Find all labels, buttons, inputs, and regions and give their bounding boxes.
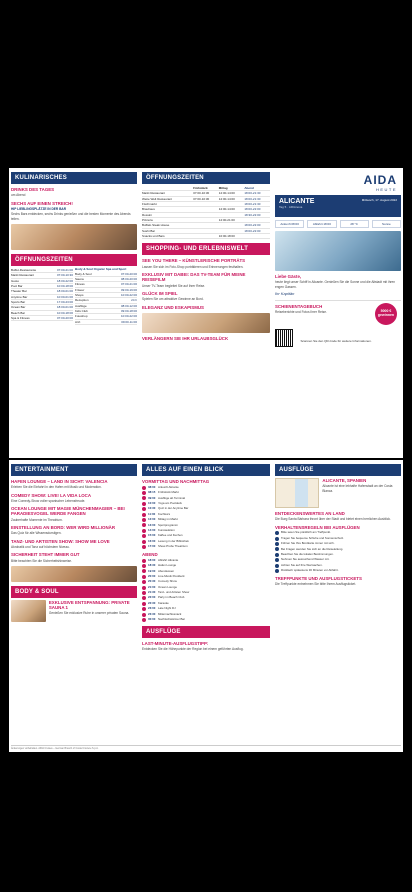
schedule-event: Nachtschwärmer Bar <box>158 617 185 622</box>
rule-item <box>275 542 401 546</box>
hours-time: 24 h <box>131 298 137 303</box>
schedule-time: 23:30 <box>148 611 156 616</box>
destination-date: Mittwoch, 17. August 2022 <box>361 198 397 202</box>
daytime-list <box>142 486 270 549</box>
bar-photo <box>11 224 137 250</box>
diary-block <box>275 300 401 326</box>
hours-label: Fitness <box>75 282 85 287</box>
table-cell: Weite Welt Restaurant <box>142 196 172 201</box>
schedule-event: Live-Musik Pooldeck <box>158 573 185 578</box>
hours-time: 07:00-20:00 <box>120 271 137 276</box>
rule-item <box>275 558 401 562</box>
rule-icon <box>275 569 279 573</box>
table-cell: 18:00-21:30 <box>244 202 261 207</box>
schedule-event: Karaoke <box>158 600 169 605</box>
hours-label: Body & Soul <box>75 271 92 276</box>
opening-hours-grid <box>11 268 137 325</box>
dest-title: ALICANTE, SPANIEN <box>322 478 367 483</box>
event-dot-icon <box>142 596 146 600</box>
schedule-event: Comedy Show <box>158 579 177 584</box>
meeting-title: TREFFPUNKTE UND AUSFLUGSTICKETS <box>275 576 362 581</box>
ausfluge-tip-header: AUSFLÜGE <box>142 626 270 638</box>
table-cell: Fischmarkt <box>142 202 157 207</box>
rule-text: Nehmen Sie ausreichend Wasser mit. <box>281 557 330 562</box>
hours-time: 18:00-01:00 <box>56 289 73 294</box>
rule-item <box>275 553 401 557</box>
table-cell: Sushi Bar <box>142 228 156 233</box>
schedule-column <box>142 460 270 752</box>
event-dot-icon <box>142 513 146 517</box>
sauna-photo <box>11 600 46 622</box>
event-dot-icon <box>142 602 146 606</box>
entertainment-list <box>11 479 137 563</box>
schedule-item <box>142 534 270 538</box>
event-dot-icon <box>142 575 146 579</box>
destination-block <box>275 478 401 508</box>
rule-text: Beachten Sie die lokalen Bestimmungen. <box>281 551 334 556</box>
schedule-item <box>142 540 270 544</box>
schedule-time: 17:00 <box>148 544 156 549</box>
schedule-item <box>142 496 270 500</box>
schedule-time: 20:30 <box>148 579 156 584</box>
table-cell: 10:00-18:00 <box>218 234 235 239</box>
schedule-time: 19:00 <box>148 568 156 573</box>
kulinarisches-header: KULINARISCHES <box>11 172 137 184</box>
spa-title: Body & Soul Organic Spa und Sport <box>75 266 127 271</box>
schedule-time: 22:30 <box>148 600 156 605</box>
sauna-block <box>11 600 137 622</box>
rule-icon <box>275 531 279 535</box>
rule-icon <box>275 537 279 541</box>
spa-rows <box>75 272 137 325</box>
schedule-event: Kaffee und Kuchen <box>158 533 183 538</box>
schedule-event: Late Night DJ <box>158 606 176 611</box>
event-dot-icon <box>142 591 146 595</box>
schedule-item <box>142 596 270 600</box>
table-cell <box>193 202 219 206</box>
schedule-event: Show-Probe Theatrium <box>158 544 188 549</box>
qr-code-icon[interactable] <box>275 329 293 347</box>
table-cell: 12:00-14:00 <box>218 196 235 201</box>
body-soul-header: BODY & SOUL <box>11 586 137 598</box>
schedule-item <box>142 586 270 590</box>
rule-text: Tragen Sie bequeme Schuhe und Sonnenschutz. <box>281 535 345 540</box>
schedule-event: Ausflüge ab Terminal <box>158 495 185 500</box>
hours-time: 18:00-01:00 <box>56 305 73 310</box>
sauna-text: Genießen Sie exklusive Ruhe in unserer privaten Sauna. <box>48 611 130 616</box>
hours-time: 07:00-10:30 <box>56 273 73 278</box>
table-cell: Brauhaus <box>142 207 155 212</box>
table-cell <box>193 229 219 233</box>
hours-label: Gusto <box>11 278 20 283</box>
schedule-item <box>142 618 270 622</box>
departure-info: Abfahrt 18:00 <box>307 220 336 228</box>
hours-label: Ausflüge <box>75 303 87 308</box>
schedule-item <box>142 559 270 563</box>
hours-label: Fotoshop <box>75 314 88 319</box>
schedule-event: Quiz in der Anytime Bar <box>158 506 189 511</box>
schedule-event: Ocean Lounge <box>158 584 177 589</box>
table-cell <box>219 202 245 206</box>
shop-title-1: SEE YOU THERE – KÜNSTLERISCHE PORTRÄTS <box>142 258 246 264</box>
hours-time: 10:00-18:00 <box>56 283 73 288</box>
schedule-item <box>142 545 270 549</box>
event-dot-icon <box>142 545 146 549</box>
schedule-time: 21:30 <box>148 590 156 595</box>
event-dot-icon <box>142 618 146 622</box>
logo-subtitle: HEUTE <box>375 187 397 192</box>
explore-text: Die Burg Santa Bárbara thront über der Stadt und bietet einen herrlichen Ausblick. <box>275 517 391 522</box>
hours-label: Friseur <box>75 287 85 292</box>
event-text: Zauberhafte Momente im Theatrium. <box>11 517 63 522</box>
opening-hours-header-2: ÖFFNUNGSZEITEN <box>142 172 270 184</box>
rule-icon <box>275 542 279 546</box>
schedule-event: Ankunft Alicante <box>158 484 179 489</box>
destination-banner <box>275 195 401 217</box>
schedule-time: 20:00 <box>148 573 156 578</box>
destination-map <box>275 478 319 508</box>
destination-title: ALICANTE <box>279 198 315 205</box>
table-cell <box>219 213 245 217</box>
table-cell <box>244 234 270 238</box>
schedule-header: ALLES AUF EINEN BLICK <box>142 464 270 476</box>
schedule-time: 16:00 <box>148 538 156 543</box>
schedule-event: Lesung in der Bibliothek <box>158 538 189 543</box>
page-top <box>9 168 403 458</box>
schedule-time: 23:00 <box>148 606 156 611</box>
rule-item <box>275 569 401 573</box>
schedule-event: Hafen Lounge <box>158 563 177 568</box>
shop-title-4: ELEGANZ UND ESKAPISMUS <box>142 304 204 310</box>
schedule-time: 18:30 <box>148 563 156 568</box>
schedule-time: 10:30 <box>148 506 156 511</box>
schedule-item <box>142 602 270 606</box>
temperature-info: 28 °C <box>340 220 369 228</box>
hours-time: 10:00-01:00 <box>56 294 73 299</box>
table-cell <box>244 218 270 222</box>
schedule-event: Mittag im Markt <box>158 517 178 522</box>
table-cell: 07:00-10:30 <box>193 191 210 196</box>
rule-text: Rückkehr spätestens 30 Minuten vor Abfahrt. <box>281 568 339 573</box>
schedule-event: Kochkurs <box>158 511 171 516</box>
hours-label: Shops <box>75 293 84 298</box>
page-bottom <box>9 460 403 752</box>
event-text: Das Quiz für alle Wissensdurstigen. <box>11 531 62 536</box>
event-text: Eine Comedy-Show voller spanischer Lebensfreude. <box>11 498 86 503</box>
rule-icon <box>275 547 279 551</box>
hours-time: 09:00-19:00 <box>120 287 137 292</box>
schedule-time: 18:00 <box>148 557 156 562</box>
rules-title: VERHALTENSREGELN BEI AUSFLÜGEN <box>275 524 360 530</box>
hours-label: Arzt <box>75 319 81 324</box>
table-cell: 18:00-22:00 <box>244 228 261 233</box>
event-dot-icon <box>142 523 146 527</box>
hours-time: 07:00-21:00 <box>120 282 137 287</box>
right-column <box>275 168 401 458</box>
table-row <box>142 234 270 239</box>
schedule-event: Party im Beach Club <box>158 595 185 600</box>
shop-title-3: GLÜCK IM SPIEL <box>142 290 178 296</box>
event-dot-icon <box>142 486 146 490</box>
event-dot-icon <box>142 507 146 511</box>
meeting-text: Die Treffpunkte entnehmen Sie bitte Ihrem Ausflugsticket. <box>275 582 357 587</box>
middle-column <box>142 168 270 458</box>
event-dot-icon <box>142 586 146 590</box>
drinks-title: DRINKS DES TAGES <box>11 187 55 192</box>
captain-photo <box>275 231 401 271</box>
event-dot-icon <box>142 534 146 538</box>
explore-title: ENTDECKENSWERTES AN LAND <box>275 511 345 516</box>
hours-row <box>11 316 73 321</box>
shop-text-1: Lassen Sie sich im Foto-Shop porträtieren und Erinnerungen festhalten. <box>142 264 244 269</box>
shop-title-5: VERLÄNGERN SIE IHR URLAUBSGLÜCK <box>142 335 229 341</box>
schedule-event: Mitternachtssnack <box>158 611 182 616</box>
event-title: TANZ- UND ARTISTEN SHOW: SHOW ME LOVE <box>11 538 110 544</box>
schedule-event: Tanz- und Artisten Show <box>158 590 190 595</box>
schedule-item <box>142 607 270 611</box>
hours-time: 07:00-21:00 <box>56 267 73 272</box>
dest-text: Alicante ist eine lebhafte Hafenstadt an der Costa Blanca. <box>322 484 393 493</box>
table-cell: Mittag <box>218 186 228 190</box>
table-cell <box>193 218 219 222</box>
ausfluge-header: AUSFLÜGE <box>275 464 401 476</box>
rule-text: Bitte seien Sie pünktlich am Treffpunkt. <box>281 530 331 535</box>
table-cell: 18:00-21:30 <box>244 196 261 201</box>
table-cell: Snacks und Bars <box>142 234 165 239</box>
rule-item <box>275 564 401 568</box>
schedule-item <box>142 580 270 584</box>
table-cell: 18:30-22:00 <box>244 212 261 217</box>
hours-label: Kids Club <box>75 309 88 314</box>
schedule-event: Sportprogramm <box>158 522 179 527</box>
diary-title: SCHIENENTAGEBUCH <box>275 303 323 309</box>
hours-label: Anytime Bar <box>11 294 28 299</box>
schedule-time: 08:15 <box>148 490 156 495</box>
shopping-header: SHOPPING- UND ERLEBNISWELT <box>142 243 270 255</box>
captain-signature: Ihr Kapitän <box>275 290 295 296</box>
table-cell: 07:00-10:30 <box>193 196 210 201</box>
hours-time: 08:00-20:00 <box>120 277 137 282</box>
hours-time: 09:00-11:00 <box>121 319 137 324</box>
kulinarisches-column <box>11 168 137 458</box>
entertainment-column <box>11 460 137 752</box>
rule-text: Achten Sie auf Ihre Wertsachen. <box>281 562 323 567</box>
table-cell: Markt Restaurant <box>142 191 166 196</box>
rule-item <box>275 531 401 535</box>
hours-label: Rezeption <box>75 298 89 303</box>
event-title: COMEDY SHOW: LIVE! LA VIDA LOCA <box>11 492 92 498</box>
sauna-title: EXKLUSIVE ENTSPANNUNG: PRIVATE SAUNA 1 <box>48 599 130 611</box>
schedule-item <box>142 613 270 617</box>
table-cell: 18:00-21:30 <box>244 191 261 196</box>
table-cell: 12:00-14:00 <box>218 207 235 212</box>
schedule-item <box>142 507 270 511</box>
event-text: Akrobatik und Tanz auf höchstem Niveau. <box>11 544 70 549</box>
bars-subtitle: HIP LIEBLINGSPLÄTZE IN DER BAR <box>11 206 67 211</box>
rule-item <box>275 537 401 541</box>
shop-text-2: Unser TV-Team begleitet Sie auf Ihrer Reise. <box>142 283 206 288</box>
table-cell <box>193 213 219 217</box>
hours-label: Sports Bar <box>11 299 26 304</box>
diary-text: Reiseberichte und Fotos Ihrer Reise. <box>275 310 327 315</box>
event-dot-icon <box>142 502 146 506</box>
table-cell: 12:00-21:00 <box>218 218 235 223</box>
shop-photo <box>142 313 270 333</box>
schedule-item <box>142 591 270 595</box>
rule-icon <box>275 553 279 557</box>
schedule-item <box>142 523 270 527</box>
schedule-item <box>142 486 270 490</box>
event-title: OCEAN LOUNGE MIT MAGIE MÜNCHENMAGIER – BEI PARADIESVOGEL WERDE FANGEN <box>11 506 125 517</box>
schedule-time: 12:00 <box>148 517 156 522</box>
hours-time: 08:00-12:00 <box>120 303 137 308</box>
greeting: Liebe Gäste, <box>275 274 302 279</box>
schedule-time: 00:00 <box>148 617 156 622</box>
schedule-item <box>142 518 270 522</box>
rule-icon <box>275 564 279 568</box>
schedule-item <box>142 529 270 533</box>
schedule-event: Frühstück Markt <box>158 490 179 495</box>
table-cell: Abend <box>244 186 254 190</box>
evening-title: ABEND <box>142 551 158 557</box>
prize-badge: 5000 € gewinnen <box>375 303 397 325</box>
event-dot-icon <box>142 491 146 495</box>
schedule-event: Kunstauktion <box>158 527 175 532</box>
schedule-event: Abfahrt Alicante <box>158 557 179 562</box>
arrival-info: Ankunft 08:00 <box>275 220 304 228</box>
hours-label: Sauna <box>75 277 84 282</box>
qr-text: Scannen Sie den QR-Code für weitere Informationen. <box>300 338 372 343</box>
table-cell <box>193 234 219 238</box>
table-cell: Rossini <box>142 212 152 217</box>
hours-time: 18:00-22:00 <box>56 278 73 283</box>
greeting-text: heute liegt unser Schiff in Alicante. Genießen Sie die Sonne und die Altstadt mit ihren engen Gassen. <box>275 280 396 289</box>
opening-hours-header: ÖFFNUNGSZEITEN <box>11 254 137 266</box>
schedule-time: 21:00 <box>148 584 156 589</box>
hours-time: 10:00-22:00 <box>120 293 137 298</box>
event-dot-icon <box>142 569 146 573</box>
table-cell: Buffalo Steak House <box>142 223 170 228</box>
hours-label: Buffet-Restaurante <box>11 267 37 272</box>
schedule-time: 11:00 <box>148 511 156 516</box>
destination-subtitle: Tag 5 · AIDAnova <box>279 205 303 209</box>
restaurant-table <box>142 186 270 239</box>
event-dot-icon <box>142 580 146 584</box>
hours-time: 10:00-18:00 <box>56 310 73 315</box>
event-title: EINSTELLUNG AN BORD: WER WIRD MILLIONÄR <box>11 525 115 531</box>
schedule-event: Yoga am Pooldeck <box>158 500 182 505</box>
weather-strip <box>275 220 401 228</box>
tip-title: LAST-MINUTE-AUSFLUGSTIPP: <box>142 640 209 646</box>
hours-row <box>75 320 137 325</box>
rule-item <box>275 547 401 551</box>
table-cell <box>193 207 219 211</box>
event-text: Bitte beachten Sie die Sicherheitshinweise. <box>11 558 72 563</box>
event-title: SICHERHEIT STEHT IMMER GUT <box>11 552 80 558</box>
event-title: HAFEN LOUNGE – LAND IN SICHT: VALENCIA <box>11 479 108 484</box>
table-cell: 18:00-22:00 <box>244 207 261 212</box>
schedule-time: 14:00 <box>148 527 156 532</box>
logo-text: AIDA <box>363 173 397 187</box>
evening-list <box>142 559 270 622</box>
hours-time: 10:00-22:00 <box>120 314 137 319</box>
schedule-item <box>142 575 270 579</box>
schedule-time: 09:00 <box>148 495 156 500</box>
hours-time: 07:00-20:00 <box>56 315 73 320</box>
event-dot-icon <box>142 518 146 522</box>
table-cell <box>219 229 245 233</box>
event-dot-icon <box>142 613 146 617</box>
hours-time: 17:00-23:00 <box>56 299 73 304</box>
opening-hours-right <box>75 268 137 325</box>
schedule-item <box>142 569 270 573</box>
ausfluge-column <box>275 460 401 752</box>
schedule-time: 08:00 <box>148 484 156 489</box>
opening-hours-left <box>11 268 73 325</box>
bars-title: SECHS AUF EINEN STREICH! <box>11 200 73 206</box>
daytime-title: VORMITTAG UND NACHMITTAG <box>142 479 210 484</box>
schedule-time: 13:00 <box>148 522 156 527</box>
drinks-text: um Abend <box>11 193 26 198</box>
hours-label: Theater Bar <box>11 289 27 294</box>
rule-icon <box>275 558 279 562</box>
event-dot-icon <box>142 564 146 568</box>
schedule-item <box>142 513 270 517</box>
schedule-time: 22:00 <box>148 595 156 600</box>
table-cell: Pizzeria <box>142 218 153 223</box>
qr-block[interactable] <box>275 329 401 347</box>
schedule-event: Abendessen <box>158 568 175 573</box>
rule-text: Bei Fragen wenden Sie sich an die Reiseleitung. <box>281 546 344 551</box>
table-cell <box>193 223 219 227</box>
schedule-item <box>142 491 270 495</box>
event-dot-icon <box>142 607 146 611</box>
entertainment-header: ENTERTAINMENT <box>11 464 137 476</box>
sun-info: Sonne <box>372 220 401 228</box>
event-dot-icon <box>142 559 146 563</box>
table-cell <box>219 223 245 227</box>
tip-text: Entdecken Sie die Höhepunkte der Region bei einem geführten Ausflug. <box>142 647 244 652</box>
event-dot-icon <box>142 529 146 533</box>
table-cell: 12:00-14:00 <box>218 191 235 196</box>
table-cell: Frühstück <box>193 186 208 190</box>
shop-text-3: Spielen Sie um attraktive Gewinne an Bord. <box>142 297 204 302</box>
hours-label: Spa & Fitness <box>11 315 30 320</box>
bars-text: Sechs Bars entdecken, sechs Drinks genießen und die besten Momente des Abends teilen. <box>11 212 131 221</box>
schedule-time: 10:00 <box>148 500 156 505</box>
schedule-item <box>142 502 270 506</box>
event-dot-icon <box>142 540 146 544</box>
table-cell <box>142 186 193 190</box>
event-text: Erleben Sie die Einfahrt in den Hafen mit Musik und Moderation. <box>11 485 102 490</box>
rule-text: Führen Sie Ihre Bordkarte immer mit sich. <box>281 541 335 546</box>
schedule-time: 15:00 <box>148 533 156 538</box>
hours-time: 09:00-18:00 <box>120 309 137 314</box>
hours-label: Beach Bar <box>11 310 26 315</box>
hours-label: Ocean Bar <box>11 305 26 310</box>
hours-label: Markt Restaurant <box>11 273 35 278</box>
shop-title-2: EXKLUSIV MIT DABEI: DAS TV-TEAM FÜR MEINE REISEFILM <box>142 272 246 283</box>
event-dot-icon <box>142 496 146 500</box>
table-cell: 18:00-22:00 <box>244 223 261 228</box>
hours-label: Pool Bar <box>11 283 23 288</box>
aida-logo <box>275 173 401 192</box>
schedule-item <box>142 564 270 568</box>
show-photo <box>11 566 137 582</box>
rules-list <box>275 531 401 573</box>
legal-footer: Änderungen vorbehalten. AIDA Cruises – German Branch of Costa Crociere S.p.A. <box>11 745 401 750</box>
